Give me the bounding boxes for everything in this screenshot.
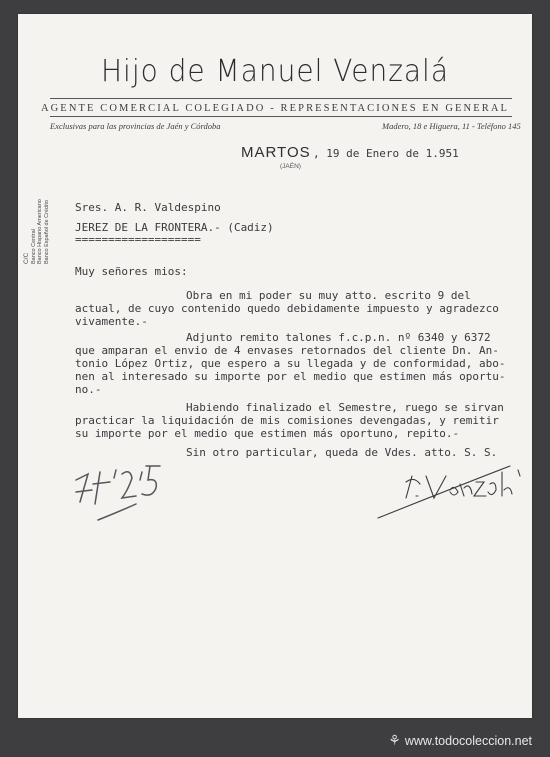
paragraph-3-line-3: su importe por el medio que estimen más oportuno, repito.-: [75, 427, 460, 440]
paragraph-1-line-2: actual, de cuyo contenido quedo debidamente impuesto y agradezco: [75, 302, 499, 315]
paragraph-2-line-1: Adjunto remito talones f.c.p.n. nº 6340 y 6372: [186, 331, 491, 344]
company-address: Madero, 18 e Higuera, 11 - Teléfono 145: [382, 121, 521, 131]
paragraph-1-line-3: vivamente.-: [75, 315, 148, 328]
dateline-city-note: (JAÉN): [280, 163, 301, 170]
sidebar-label: C/C: [23, 252, 30, 264]
paragraph-2-line-2: que amparan el envio de 4 envases retornados del cliente Dn. An-: [75, 344, 499, 357]
sidebar-bank-1: Banco Central: [30, 229, 37, 264]
paragraph-3-line-1: Habiendo finalizado el Semestre, ruego se sirvan: [186, 401, 504, 414]
sidebar-bank-3: Banco Español de Crédito: [43, 200, 50, 264]
todocoleccion-logo-icon: ⚘: [388, 732, 401, 748]
paragraph-1-line-1: Obra en mi poder su muy atto. escrito 9 del: [186, 289, 471, 302]
recipient-underline: ===================: [75, 233, 201, 246]
watermark: [388, 732, 532, 749]
dateline-date: , 19 de Enero de 1.951: [313, 147, 459, 160]
salutation: Muy señores mios:: [75, 265, 188, 278]
territory-note: Exclusivas para las provincias de Jaén y Córdoba: [50, 121, 221, 131]
sidebar-bank-2: Banco Hispano Americano: [37, 199, 43, 264]
paragraph-2-line-3: tonio López Ortiz, que espero a su llegada y de conformidad, abo-: [75, 357, 506, 370]
letter-sheet: [18, 14, 532, 718]
closing-line: Sin otro particular, queda de Vdes. atto. S. S.: [186, 446, 498, 459]
watermark-site: www.todocoleccion.net: [404, 734, 532, 748]
company-tagline: AGENTE COMERCIAL COLEGIADO - REPRESENTACIONES EN GENERAL: [40, 103, 510, 114]
recipient-name: Sres. A. R. Valdespino: [75, 201, 221, 214]
paragraph-2-line-4: nen al interesado su importe por el medio que estimen más oportu-: [75, 370, 506, 383]
paragraph-2-line-5: no.-: [75, 383, 102, 396]
recipient-place: JEREZ DE LA FRONTERA.- (Cadiz): [75, 221, 274, 234]
paragraph-3-line-2: practicar la liquidación de mis comisiones devengadas, y remitir: [75, 414, 499, 427]
signature: [18, 14, 532, 718]
company-name: Hijo de Manuel Venzalá: [100, 52, 449, 89]
dateline-city: MARTOS: [241, 144, 311, 161]
